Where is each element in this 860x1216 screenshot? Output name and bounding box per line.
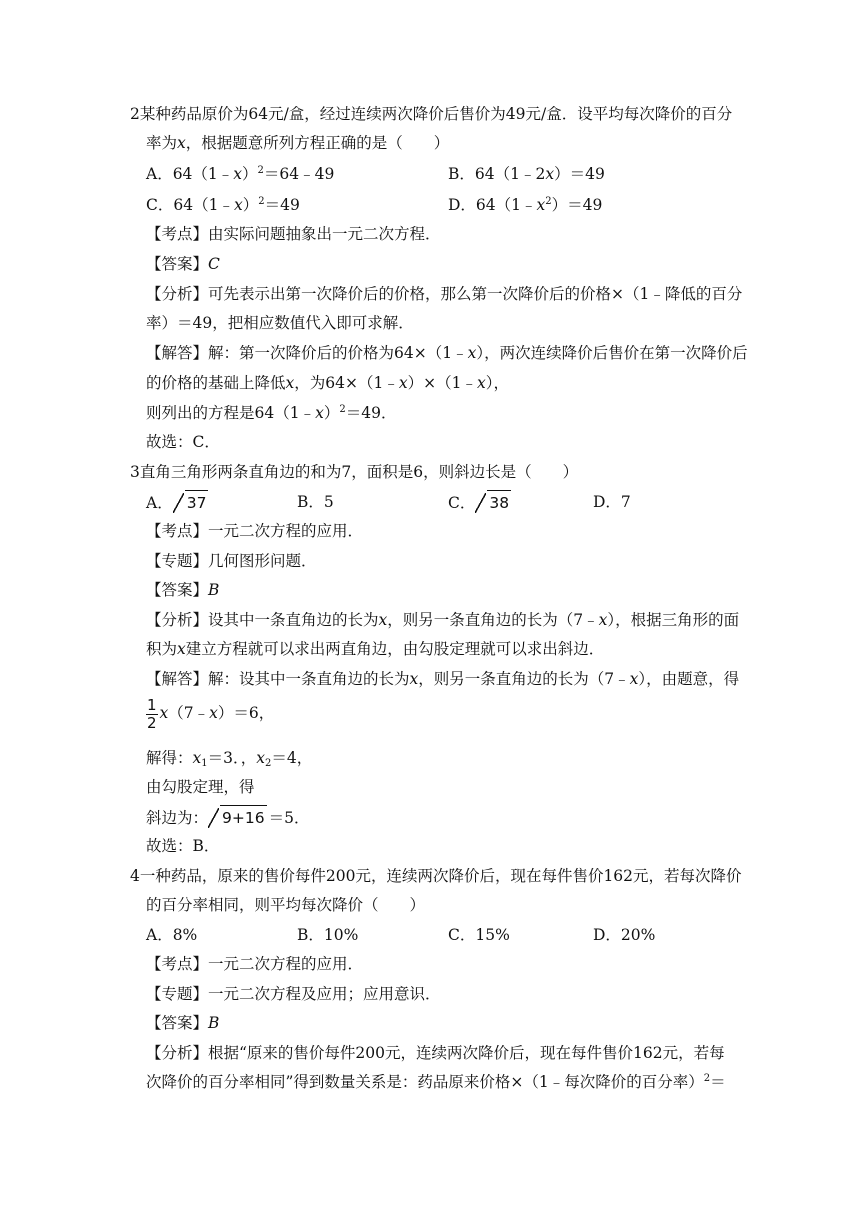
q2-jieda-line3: 则列出的方程是64（1﹣x）$^2$＝49． <box>146 404 397 422</box>
q3-option-a: A． 37 <box>146 490 210 515</box>
q2-jieda-line1: 【解答】解：第一次降价后的价格为64×（1﹣x），两次连续降价后售价在第一次降价后 <box>146 344 748 362</box>
q2-answer: 【答案】C <box>146 255 220 273</box>
q3-guxuan: 故选：B． <box>146 837 220 855</box>
q3-option-c: C． 38 <box>448 490 513 515</box>
sqrt-symbol: 37 <box>173 490 209 515</box>
q2-option-b: B．64（1﹣2x）＝49 <box>448 165 605 183</box>
q3-fenxi-line1: 【分析】设其中一条直角边的长为x，则另一条直角边的长为（7﹣x），根据三角形的面 <box>146 611 740 629</box>
q3-option-d: D．7 <box>593 493 631 511</box>
q4-option-c: C．15% <box>448 926 510 944</box>
sqrt-symbol: 38 <box>475 490 511 515</box>
q2-stem-line2: 率为x，根据题意所列方程正确的是（ ） <box>146 134 450 152</box>
q2-guxuan: 故选：C． <box>146 433 220 451</box>
q3-option-b: B．5 <box>297 493 334 511</box>
q3-stem: 3直角三角形两条直角边的和为7，面积是6，则斜边长是（ ） <box>130 463 579 481</box>
q2-fenxi-line1: 【分析】可先表示出第一次降价后的价格，那么第一次降价后的价格×（1﹣降低的百分 <box>146 285 743 303</box>
q4-answer: 【答案】B <box>146 1014 220 1032</box>
q2-kaodian: 【考点】由实际问题抽象出一元二次方程． <box>146 225 441 243</box>
q3-jieda-line5: 斜边为： 9+16 ＝5． <box>146 805 309 830</box>
q3-fenxi-line2: 积为x建立方程就可以求出两直角边，由勾股定理就可以求出斜边． <box>146 640 605 658</box>
q4-stem-line1: 4一种药品，原来的售价每件200元，连续两次降价后，现在每件售价162元，若每次降价 <box>130 867 742 885</box>
q3-zhuanti: 【专题】几何图形问题． <box>146 552 317 570</box>
q4-stem-line2: 的百分率相同，则平均每次降价（ ） <box>146 896 426 914</box>
q4-kaodian: 【考点】一元二次方程的应用． <box>146 955 364 973</box>
fraction-one-half: $\frac{1}{2}$ <box>147 695 157 732</box>
q4-fenxi-line1: 【分析】根据“原来的售价每件200元，连续两次降价后，现在每件售价162元，若每 <box>146 1044 725 1062</box>
q3-jieda-line2: $\frac{1}{2}$ x（7﹣x）＝6， <box>147 695 275 732</box>
q2-option-a: A．64（1﹣x）$^2$＝64﹣49 <box>146 165 335 183</box>
q4-option-b: B．10% <box>297 926 359 944</box>
q3-jieda-line3: 解得：$x_1=3$．，$x_2=4$， <box>146 749 313 769</box>
q2-option-c: C．64（1﹣x）$^2$＝49 <box>146 196 300 214</box>
sqrt-symbol: 9+16 <box>208 805 267 830</box>
q2-jieda-line2: 的价格的基础上降低x，为64×（1﹣x）×（1﹣x）， <box>146 374 509 392</box>
q4-option-d: D．20% <box>593 926 656 944</box>
q2-stem-line1: 2某种药品原价为64元/盒，经过连续两次降价后售价为49元/盒．设平均每次降价的百分 <box>130 105 733 123</box>
q2-fenxi-line2: 率）＝49，把相应数值代入即可求解． <box>146 314 414 332</box>
q4-fenxi-line2: 次降价的百分率相同”得到数量关系是：药品原来价格×（1﹣每次降价的百分率）$^2$＝ <box>146 1073 726 1091</box>
q3-jieda-line4: 由勾股定理，得 <box>146 778 255 796</box>
q3-answer: 【答案】B <box>146 581 220 599</box>
q2-option-d: D．$64(1﹣x^2)=49$ <box>448 196 603 214</box>
q4-option-a: A．8% <box>146 926 198 944</box>
q3-jieda-line1: 【解答】解：设其中一条直角边的长为x，则另一条直角边的长为（7﹣x），由题意，得 <box>146 670 740 688</box>
q4-zhuanti: 【专题】一元二次方程及应用；应用意识． <box>146 985 441 1003</box>
q3-kaodian: 【考点】一元二次方程的应用． <box>146 522 364 540</box>
